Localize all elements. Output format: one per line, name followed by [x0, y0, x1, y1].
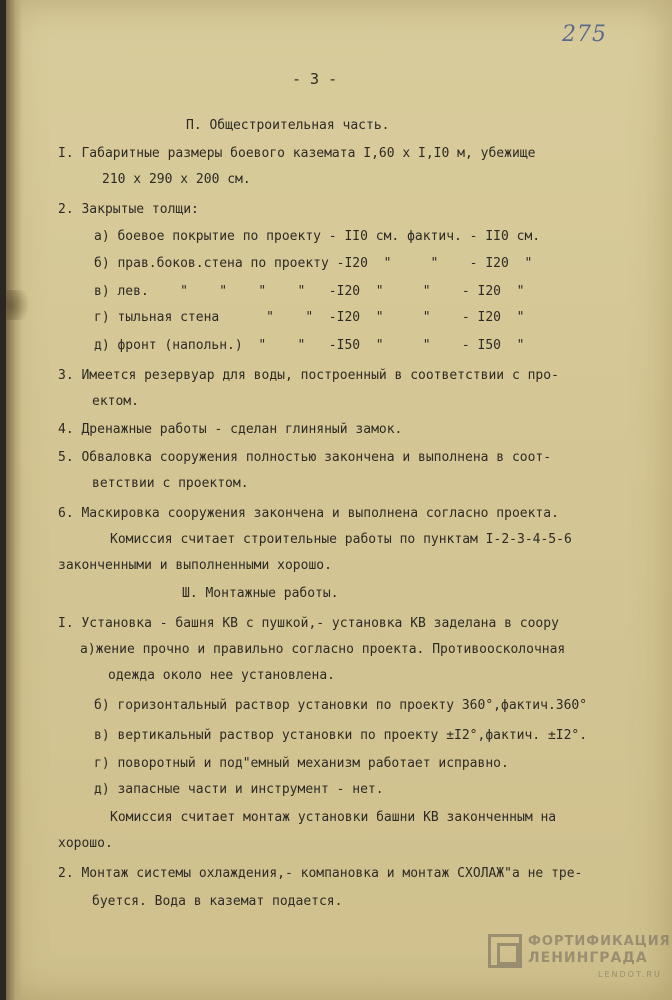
page-number: - 3 - [292, 70, 338, 88]
text-line: 4. Дренажные работы - сделан глиняный замок. [58, 422, 403, 437]
fortification-logo-icon [488, 934, 522, 968]
text-line: а)жение прочно и правильно согласно проекта. Противоосколочная [80, 642, 566, 657]
text-line: I. Установка - башня КВ с пушкой,- установка КВ заделана в соору [58, 616, 559, 631]
text-line: хорошо. [58, 836, 113, 851]
watermark-line2: ЛЕНИНГРАДА [528, 950, 648, 966]
paper-fold-mark [6, 290, 36, 320]
text-line: 2. Монтаж системы охлаждения,- компановка и монтаж СХОЛАЖ"а не тре- [58, 866, 583, 881]
text-line: 2. Закрытые толщи: [58, 202, 199, 217]
lendot-watermark [488, 932, 671, 992]
text-line: 5. Обваловка сооружения полностью закончена и выполнена в соот- [58, 450, 552, 465]
text-line: в) лев. " " " " -I20 " " - I20 " [94, 284, 525, 299]
text-line: одежда около нее установлена. [108, 668, 335, 683]
text-line: а) боевое покрытие по проекту - II0 см. фактич. - II0 см. [94, 229, 541, 244]
archive-number: 275 [562, 22, 607, 47]
text-line: б) прав.боков.стена по проекту -I20 " " - I20 " [94, 256, 533, 271]
text-line: I. Габаритные размеры боевого каземата I,60 х I,I0 м, убежище [58, 146, 536, 161]
text-line: Комиссия считает строительные работы по пунктам I-2-3-4-5-6 [110, 532, 572, 547]
text-line: законченными и выполненными хорошо. [58, 558, 332, 573]
document-page [6, 0, 672, 1000]
text-line: д) фронт (напольн.) " " -I50 " " - I50 " [94, 338, 525, 353]
text-line: г) поворотный и под"емный механизм работает исправно. [94, 756, 509, 771]
text-line: в) вертикальный раствор установки по проекту ±I2°,фактич. ±I2°. [94, 728, 588, 743]
text-line: 210 х 290 х 200 см. [102, 172, 251, 187]
section-heading-installation: Ш. Монтажные работы. [182, 586, 339, 601]
text-line: Комиссия считает монтаж установки башни КВ законченным на [110, 810, 557, 825]
text-line: буется. Вода в каземат подается. [92, 894, 343, 909]
text-line: д) запасные части и инструмент - нет. [94, 782, 384, 797]
watermark-line3: LENDOT.RU [598, 970, 662, 979]
text-line: 3. Имеется резервуар для воды, построенный в соответствии с про- [58, 368, 559, 383]
page-binding-edge [6, 0, 22, 1000]
text-line: ветствии с проектом. [92, 476, 249, 491]
watermark-line1: ФОРТИФИКАЦИЯ [528, 934, 671, 949]
text-line: г) тыльная стена " " -I20 " " - I20 " [94, 310, 525, 325]
text-line: 6. Маскировка сооружения закончена и выполнена согласно проекта. [58, 506, 559, 521]
text-line: ектом. [92, 394, 139, 409]
section-heading-general-construction: П. Общестроительная часть. [186, 118, 390, 133]
text-line: б) горизонтальный раствор установки по проекту 360°,фактич.360° [94, 698, 588, 713]
